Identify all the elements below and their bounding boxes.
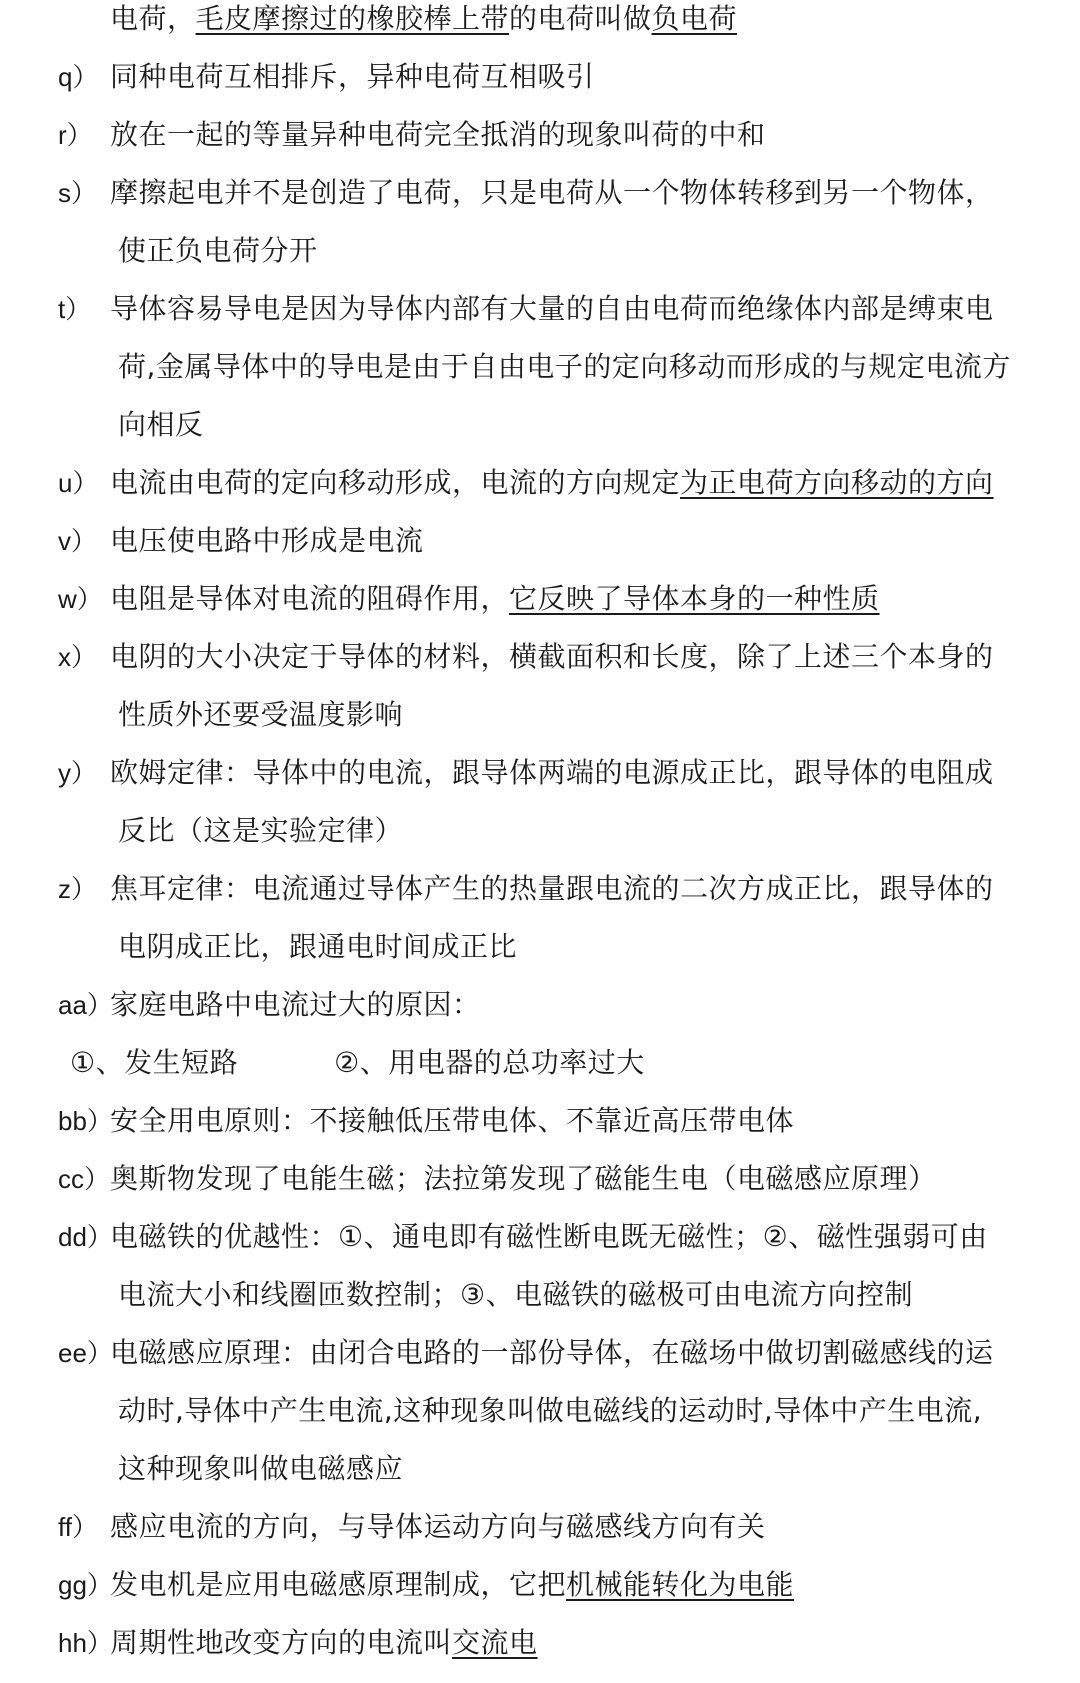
- item-label: dd）: [58, 1222, 113, 1252]
- text-line: 安全用电原则：不接触低压带电体、不靠近高压带电体: [110, 1104, 795, 1137]
- item-text: [110, 1324, 1080, 1498]
- underlined-text: 负电荷: [651, 2, 738, 35]
- text-line: 欧姆定律：导体中的电流，跟导体两端的电源成正比，跟导体的电阻成: [110, 756, 994, 789]
- underlined-text: 毛皮摩擦过的橡胶棒上带: [195, 2, 510, 35]
- text-line: 焦耳定律：电流通过导体产生的热量跟电流的二次方成正比，跟导体的: [110, 872, 994, 905]
- item-text: [110, 860, 1080, 976]
- item-label: y）: [58, 758, 98, 788]
- item-label: ee）: [58, 1338, 113, 1368]
- underlined-text: 它反映了导体本身的一种性质: [509, 582, 880, 615]
- text-line: 导体容易导电是因为导体内部有大量的自由电荷而绝缘体内部是缚束电: [110, 292, 994, 325]
- sub-item-1: ①、发生短路: [70, 1046, 239, 1079]
- item-label: aa）: [58, 990, 113, 1020]
- item-text: [110, 0, 1080, 48]
- item-label: ff）: [58, 1512, 98, 1542]
- item-label: q）: [58, 62, 99, 92]
- text-line: 向相反: [118, 408, 204, 441]
- item-label: w）: [58, 584, 103, 614]
- item-text: [110, 48, 1080, 106]
- text-line: 荷,金属导体中的导电是由于自由电子的定向移动而形成的与规定电流方: [118, 350, 1011, 383]
- text-span: 周期性地改变方向的电流叫: [110, 1626, 453, 1659]
- text-line: 这种现象叫做电磁感应: [118, 1452, 404, 1485]
- text-line: 电流大小和线圈匝数控制；③、电磁铁的磁极可由电流方向控制: [118, 1278, 914, 1311]
- item-text: [110, 1498, 1080, 1556]
- item-text: [110, 976, 1080, 1034]
- item-text: [110, 164, 1080, 280]
- item-text: [110, 106, 1080, 164]
- item-text: [110, 454, 1080, 512]
- item-label: s）: [58, 178, 98, 208]
- item-label: bb）: [58, 1106, 113, 1136]
- item-label: u）: [58, 468, 99, 498]
- item-label: x）: [58, 642, 98, 672]
- text-line: 电阴的大小决定于导体的材料，横截面积和长度，除了上述三个本身的: [110, 640, 994, 673]
- text-line: 电阴成正比，跟通电时间成正比: [118, 930, 518, 963]
- item-label: r）: [58, 120, 93, 150]
- item-text: [110, 280, 1080, 454]
- text-line: 家庭电路中电流过大的原因：: [110, 988, 481, 1021]
- text-span: 电荷，: [110, 2, 196, 35]
- text-span: 电阻是导体对电流的阻碍作用，: [110, 582, 510, 615]
- text-line: 使正负电荷分开: [118, 234, 318, 267]
- item-label: cc）: [58, 1164, 111, 1194]
- sub-item-2: ②、用电器的总功率过大: [334, 1046, 645, 1079]
- text-line: 同种电荷互相排斥，异种电荷互相吸引: [110, 60, 595, 93]
- item-text: [70, 1034, 1056, 1092]
- item-label: hh）: [58, 1628, 113, 1658]
- text-line: 摩擦起电并不是创造了电荷，只是电荷从一个物体转移到另一个物体，: [110, 176, 994, 209]
- item-text: [110, 744, 1080, 860]
- text-line: 电磁感应原理：由闭合电路的一部份导体，在磁场中做切割磁感线的运: [110, 1336, 994, 1369]
- text-line: 电磁铁的优越性：①、通电即有磁性断电既无磁性；②、磁性强弱可由: [110, 1220, 988, 1253]
- item-text: [110, 1614, 1080, 1672]
- item-text: [110, 512, 1080, 570]
- item-text: [110, 1150, 1080, 1208]
- underlined-text: 机械能转化为电能: [566, 1568, 795, 1601]
- item-label: gg）: [58, 1570, 113, 1600]
- item-text: [110, 1208, 1080, 1324]
- text-span: 的电荷叫做: [509, 2, 652, 35]
- text-line: 感应电流的方向，与导体运动方向与磁感线方向有关: [110, 1510, 766, 1543]
- text-line: 奥斯物发现了电能生磁；法拉第发现了磁能生电（电磁感应原理）: [110, 1162, 937, 1195]
- underlined-text: 交流电: [452, 1626, 538, 1659]
- item-text: [110, 1092, 1080, 1150]
- item-label: z）: [58, 874, 98, 904]
- text-line: 反比（这是实验定律）: [118, 814, 404, 847]
- underlined-text: 为正电荷方向移动的方向: [680, 466, 994, 499]
- text-line: 放在一起的等量异种电荷完全抵消的现象叫荷的中和: [110, 118, 766, 151]
- text-span: 发电机是应用电磁感原理制成，它把: [110, 1568, 567, 1601]
- text-line: 性质外还要受温度影响: [118, 698, 404, 731]
- text-line: 电压使电路中形成是电流: [110, 524, 424, 557]
- item-text: [110, 1556, 1080, 1614]
- text-span: 电流由电荷的定向移动形成，电流的方向规定: [110, 466, 681, 499]
- text-line: 动时,导体中产生电流,这种现象叫做电磁线的运动时,导体中产生电流,: [118, 1394, 983, 1427]
- item-label: t）: [58, 294, 92, 324]
- item-text: [110, 628, 1080, 744]
- item-text: [110, 570, 1080, 628]
- item-label: v）: [58, 526, 98, 556]
